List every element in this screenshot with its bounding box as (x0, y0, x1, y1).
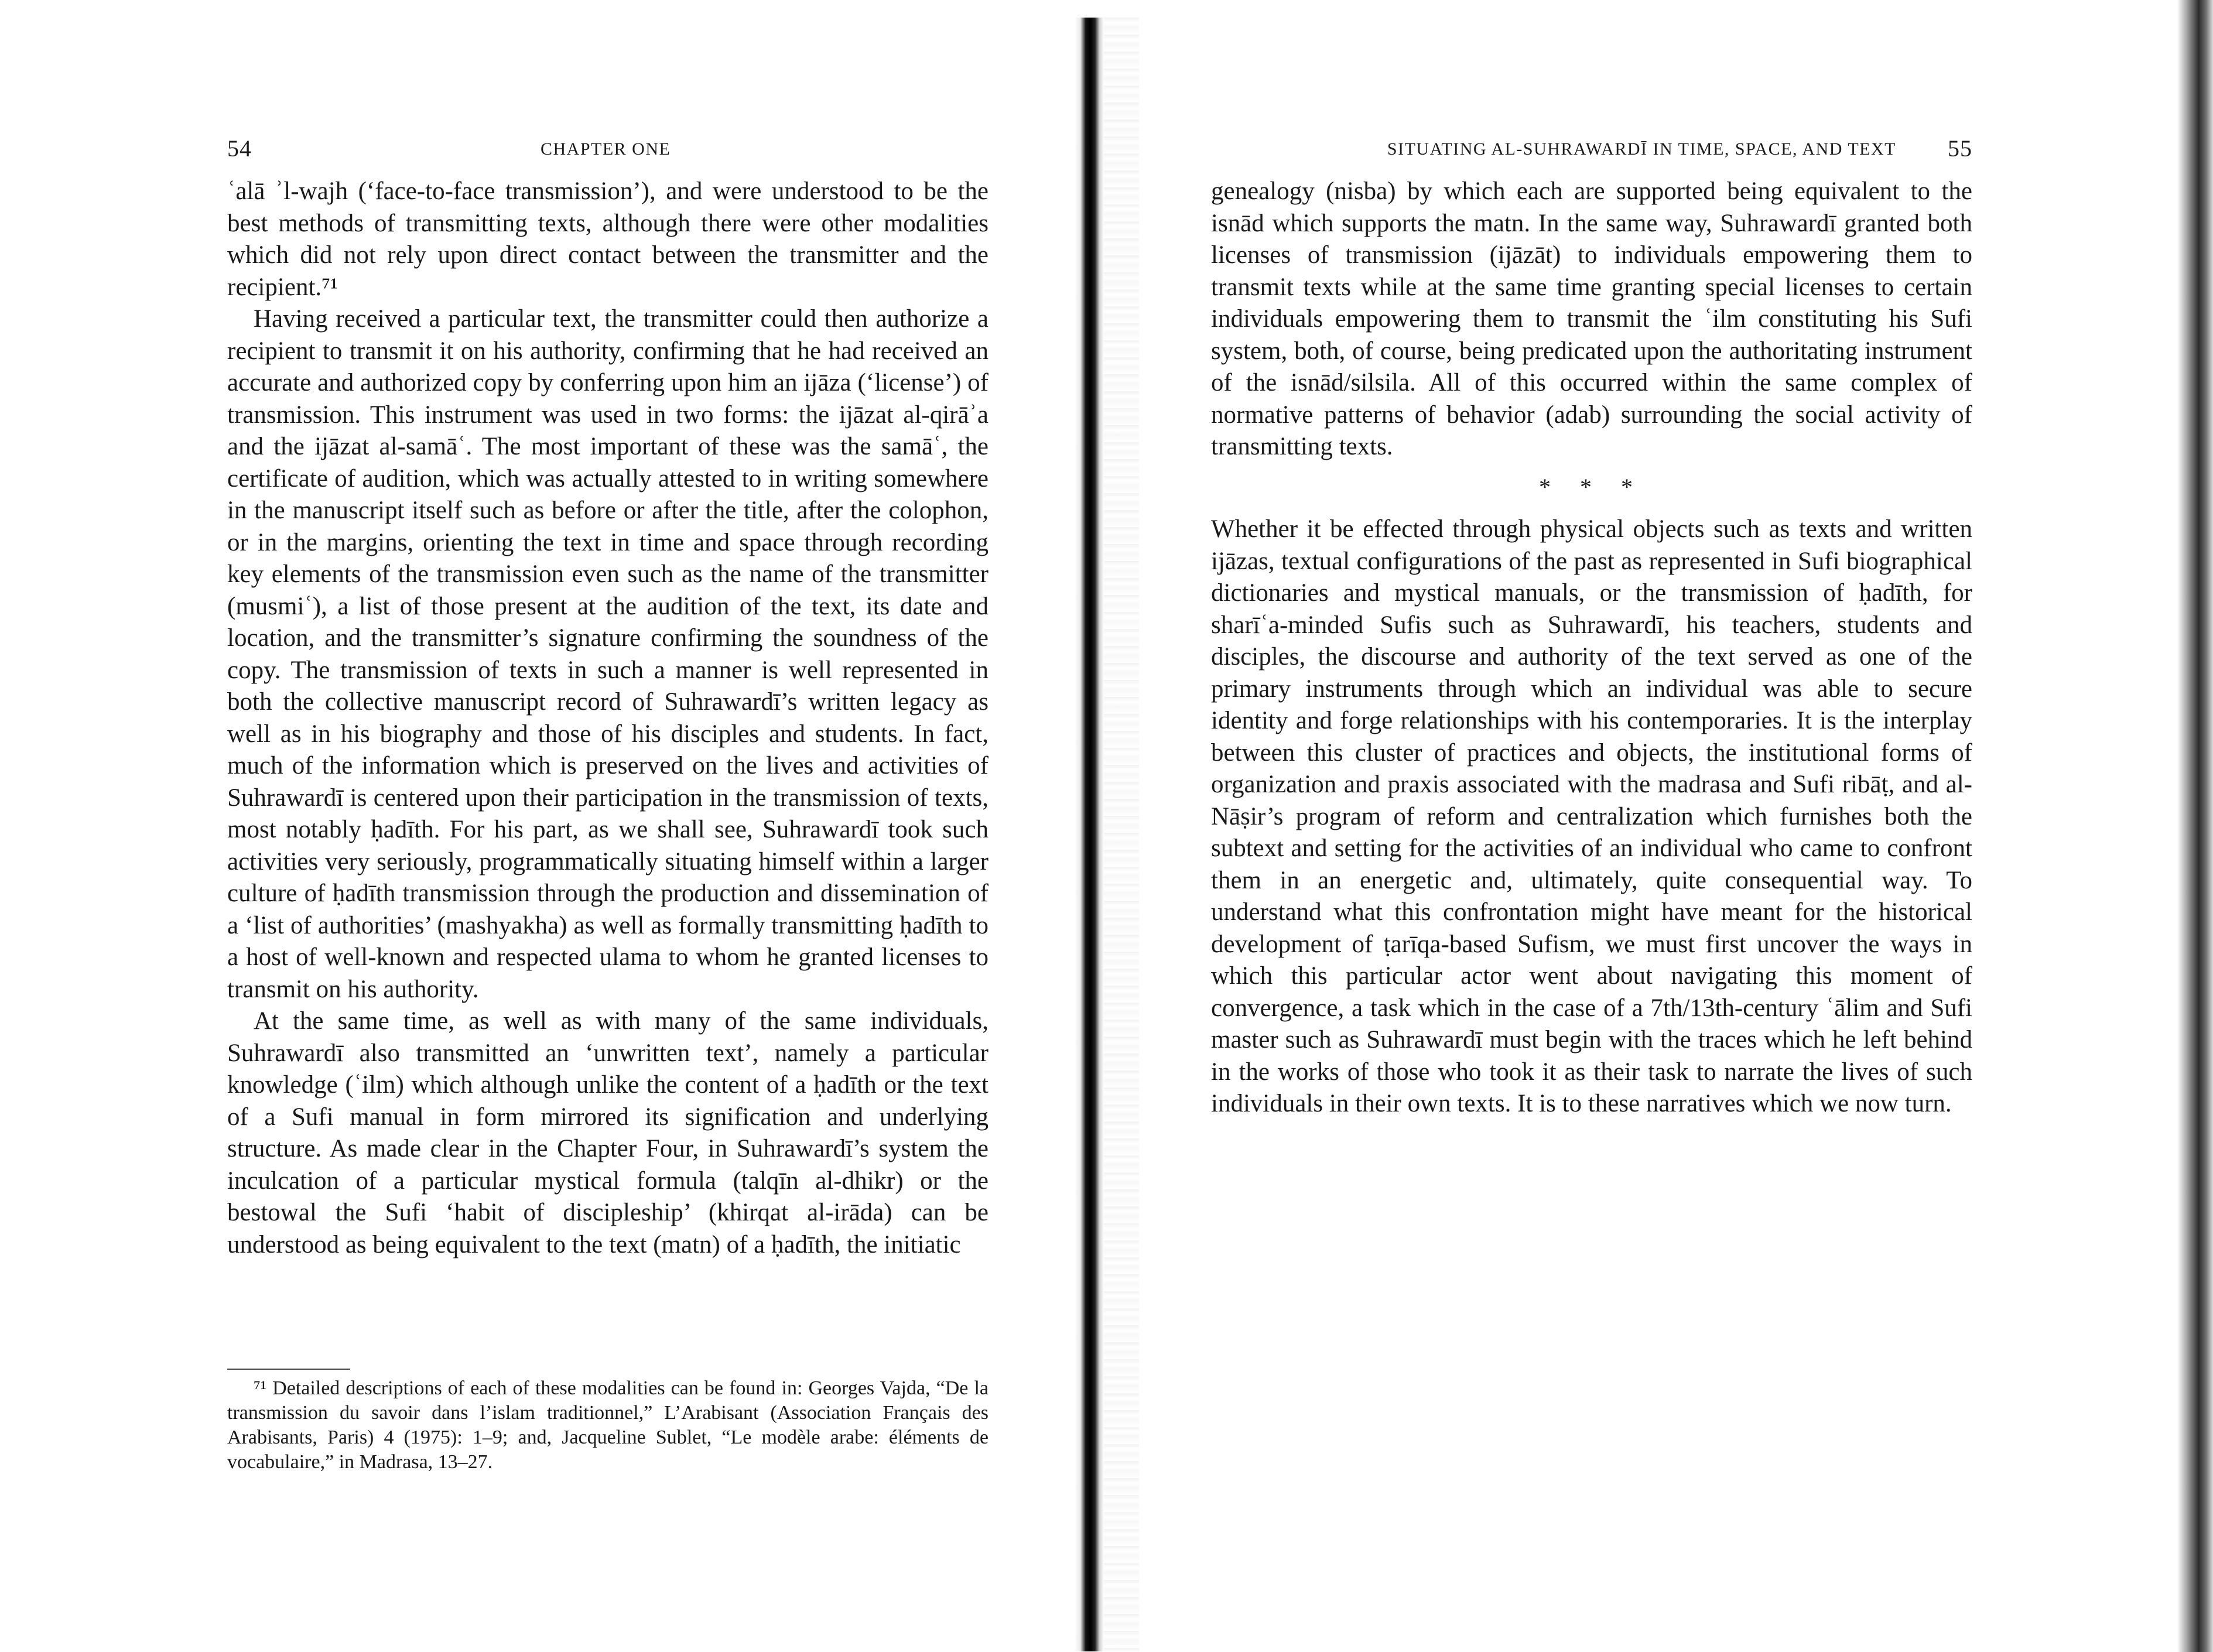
right-paragraph-2: Whether it be effected through physical objects such as texts and written ijāzas, textual configurations of the past as represented in Sufi biographical dictionaries and mystical manuals, or the transmission of ḥadīth, for sharīʿa-minded Sufis such as Suhrawardī, his teachers, students and disciples, the discourse and authority of the text served as one of the primary instruments through which an individual was able to secure identity and forge relationships with his contemporaries. It is the interplay between this cluster of practices and objects, the institutional forms of organization and praxis associated with the madrasa and Sufi ribāṭ, and al-Nāṣir’s program of reform and centralization which furnishes both the subtext and setting for the activities of an individual who came to confront them in an energetic and, ultimately, quite consequential way. To understand what this confrontation might have meant for the historical development of ṭarīqa-based Sufism, we must first uncover the ways in which this particular actor went about navigating this moment of convergence, a task which in the case of a 7th/13th-century ʿālim and Sufi master such as Suhrawardī must begin with the traces which he left behind in the works of those who took it as their task to narrate the lives of such individuals in their own texts. It is to these narratives which we now turn. (1211, 515, 1972, 1117)
book-gutter (1075, 18, 1104, 1651)
left-paragraph-1: ʿalā ʾl-wajh (‘face-to-face transmission’), and were understood to be the best methods of transmitting texts, although there were other modalities which did not rely upon direct contact between the transmitter and the recipient.⁷¹ (227, 177, 989, 301)
left-chapter-title: CHAPTER ONE (541, 139, 671, 159)
footnote-71: ⁷¹ Detailed descriptions of each of these modalities can be found in: Georges Vajda, “De la transmission du savoir dans l’islam traditionnel,” L’Arabisant (Association Français des Arabisants, Paris) 4 (1975): 1–9; and, Jacqueline Sublet, “Le modèle arabe: éléments de vocabulaire,” in Madrasa, 13–27. (227, 1377, 989, 1473)
gutter-shadow (1104, 18, 1139, 1651)
right-paragraph-1: genealogy (nisba) by which each are supported being equivalent to the isnād which supports the matn. In the same way, Suhrawardī granted both licenses of transmission (ijāzāt) to individuals empowering them to transmit texts while at the same time granting special licenses to certain individuals empowering them to transmit the ʿilm constituting his Sufi system, both, of course, being predicated upon the authoritating instrument of the isnād/silsila. All of this occurred within the same complex of normative patterns of behavior (adab) surrounding the social activity of transmitting texts. (1211, 177, 1972, 460)
left-paragraph-3: At the same time, as well as with many of the same individuals, Suhrawardī also transmitted an ‘unwritten text’, namely a particular knowledge (ʿilm) which although unlike the content of a ḥadīth or the text of a Sufi manual in form mirrored its signification and underlying structure. As made clear in the Chapter Four, in Suhrawardī’s system the inculcation of a particular mystical formula (talqīn al-dhikr) or the bestowal the Sufi ‘habit of discipleship’ (khirqat al-irāda) can be understood as being equivalent to the text (matn) of a ḥadīth, the initiatic (227, 1007, 989, 1258)
right-page (1211, 135, 1972, 1120)
left-body (227, 176, 989, 1261)
left-running-head (227, 135, 989, 170)
footnote-rule (227, 1369, 350, 1370)
page-edge-shadow (2177, 0, 2213, 1652)
right-chapter-title: SITUATING AL-SUHRAWARDĪ IN TIME, SPACE, AND TEXT (1387, 139, 1896, 159)
left-page-number: 54 (227, 135, 252, 162)
section-break: * * * (1539, 473, 1644, 500)
right-page-number: 55 (1948, 135, 1972, 162)
left-paragraph-2: Having received a particular text, the transmitter could then authorize a recipient to transmit it on his authority, confirming that he had received an accurate and authorized copy by conferring upon him an ijāza (‘license’) of transmission. This instrument was used in two forms: the ijāzat al-qirāʾa and the ijāzat al-samāʿ. The most important of these was the samāʿ, the certificate of audition, which was actually attested to in writing somewhere in the manuscript itself such as before or after the title, after the colophon, or in the margins, orienting the text in time and space through recording key elements of the transmission even such as the name of the transmitter (musmiʿ), a list of those present at the audition of the text, its date and location, and the transmitter’s signature confirming the soundness of the copy. The transmission of texts in such a manner is well represented in both the collective manuscript record of Suhrawardī’s written legacy as well as in his biography and those of his disciples and students. In fact, much of the information which is preserved on the lives and activities of Suhrawardī is centered upon their participation in the transmission of texts, most notably ḥadīth. For his part, as we shall see, Suhrawardī took such activities very seriously, programmatically situating himself within a larger culture of ḥadīth transmission through the production and dissemination of a ‘list of authorities’ (mashyakha) as well as formally transmitting ḥadīth to a host of well-known and respected ulama to whom he granted licenses to transmit on his authority. (227, 305, 989, 1003)
right-running-head (1211, 135, 1972, 170)
left-page (227, 135, 989, 1261)
right-body (1211, 176, 1972, 1120)
